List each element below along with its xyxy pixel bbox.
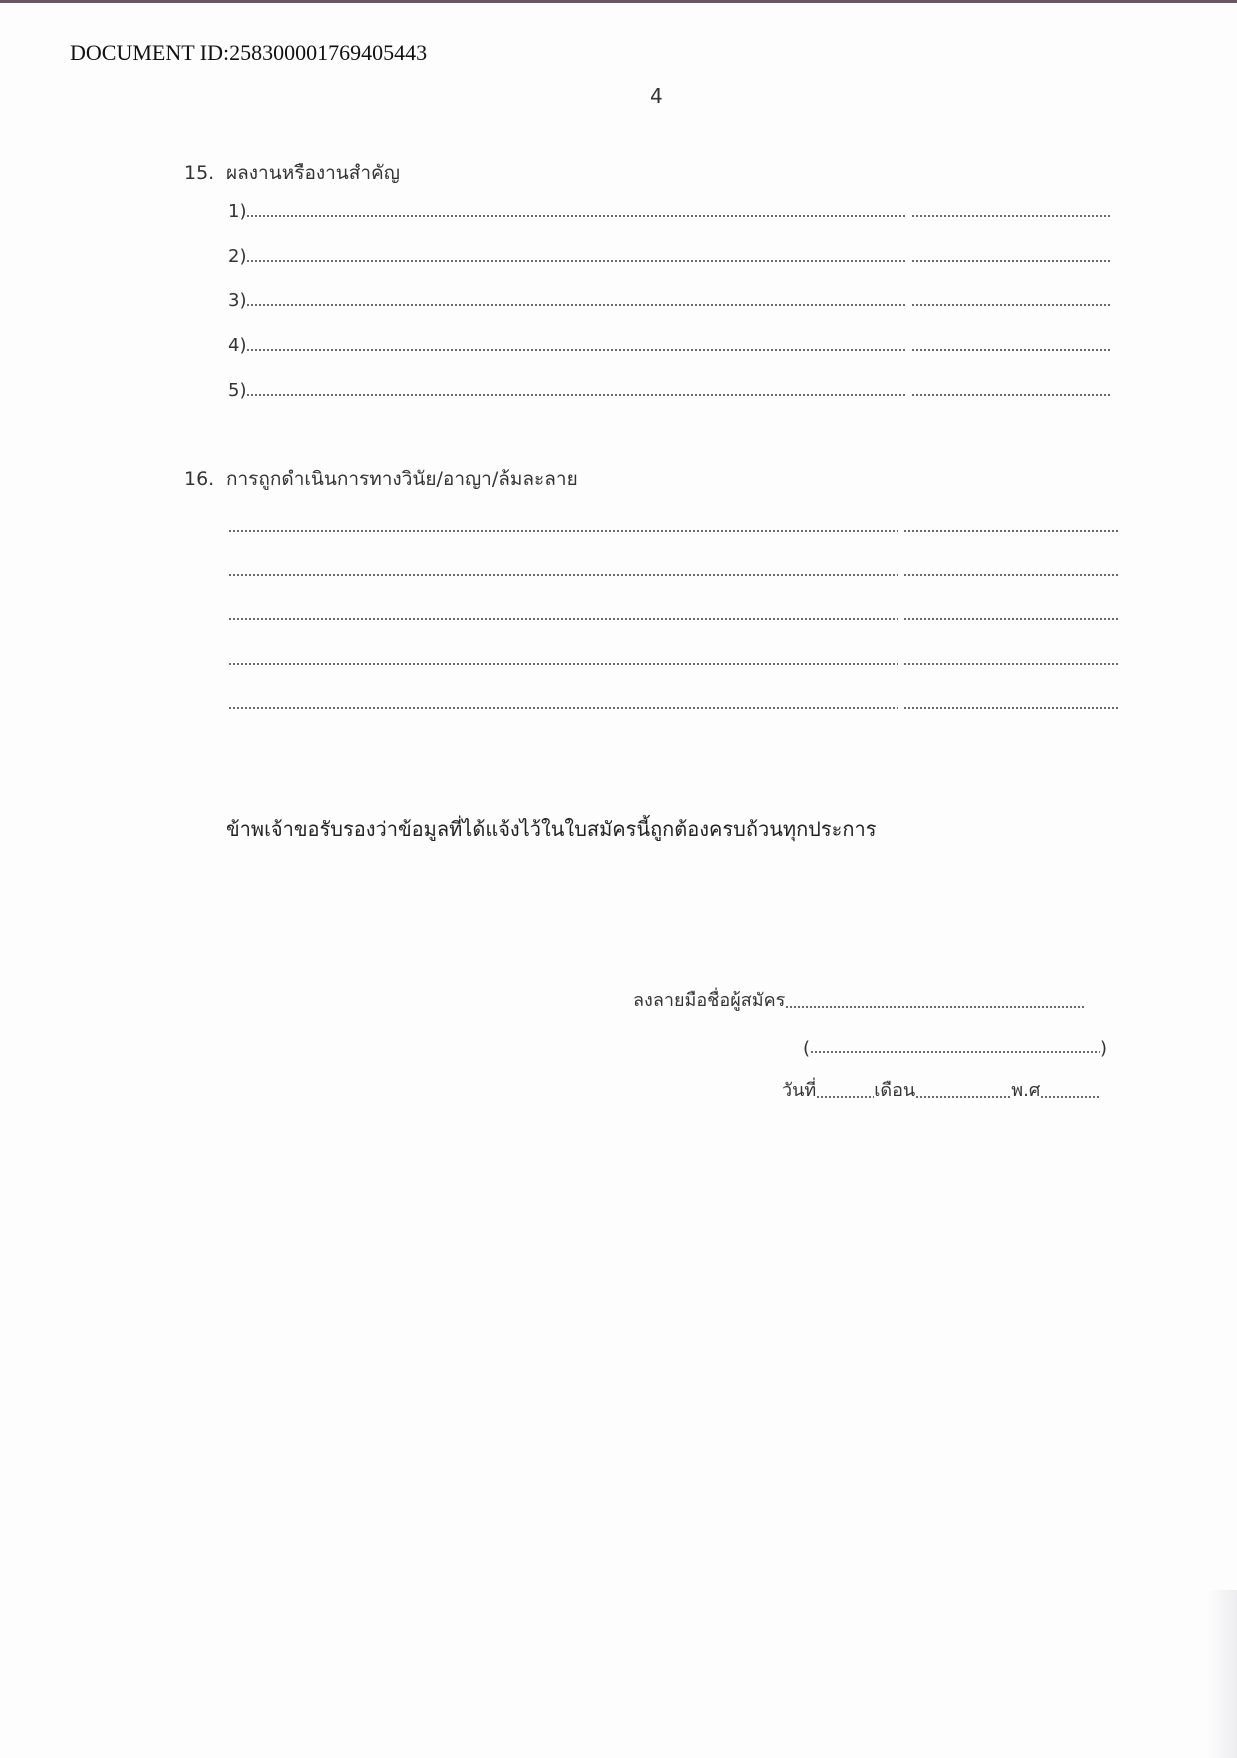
achievement-line-3[interactable] xyxy=(228,287,1111,311)
section-16-heading xyxy=(184,464,578,494)
signature-row xyxy=(633,988,1085,1014)
dotted-fill xyxy=(903,663,1118,665)
dotted-fill xyxy=(246,215,906,217)
achievement-item-label: 1) xyxy=(228,201,247,222)
printed-name-row xyxy=(803,1033,1107,1059)
section-15-title: ผลงานหรืองานสำคัญ xyxy=(226,162,400,184)
disciplinary-line-3[interactable] xyxy=(228,601,1118,625)
year-label: พ.ศ xyxy=(1011,1080,1041,1101)
section-16-title: การถูกดำเนินการทางวินัย/อาญา/ล้มละลาย xyxy=(226,468,578,490)
dotted-fill xyxy=(903,618,1118,620)
document-id: DOCUMENT ID:258300001769405443 xyxy=(70,40,428,65)
section-15-number: 15. xyxy=(184,162,215,184)
dotted-fill xyxy=(911,394,1111,396)
dotted-fill xyxy=(228,618,898,620)
month-field[interactable] xyxy=(915,1096,1011,1098)
dotted-fill xyxy=(246,349,906,351)
dotted-fill xyxy=(911,349,1111,351)
page-number: 4 xyxy=(650,84,663,108)
signature-field[interactable] xyxy=(785,1006,1085,1008)
dotted-fill xyxy=(246,394,906,396)
month-label: เดือน xyxy=(874,1080,916,1101)
page-top-edge xyxy=(0,0,1237,3)
dotted-fill xyxy=(246,260,906,262)
disciplinary-line-4[interactable] xyxy=(228,646,1118,670)
dotted-fill xyxy=(228,530,898,532)
dotted-fill xyxy=(246,304,906,306)
day-label: วันที่ xyxy=(782,1080,817,1101)
achievement-line-4[interactable] xyxy=(228,332,1111,356)
certification-statement: ข้าพเจ้าขอรับรองว่าข้อมูลที่ได้แจ้งไว้ในใบสมัครนี้ถูกต้องครบถ้วนทุกประการ xyxy=(226,817,877,841)
dotted-fill xyxy=(911,260,1111,262)
name-close-paren: ) xyxy=(1100,1038,1108,1059)
day-field[interactable] xyxy=(816,1096,874,1098)
dotted-fill xyxy=(903,707,1118,709)
dotted-fill xyxy=(228,707,898,709)
scan-shadow xyxy=(1207,1590,1237,1758)
name-open-paren: ( xyxy=(803,1038,811,1059)
achievement-item-label: 4) xyxy=(228,335,247,356)
disciplinary-line-5[interactable] xyxy=(228,690,1118,714)
section-15-heading xyxy=(184,158,400,188)
disciplinary-line-2[interactable] xyxy=(228,557,1118,581)
achievement-line-5[interactable] xyxy=(228,377,1111,401)
achievement-line-2[interactable] xyxy=(228,243,1111,267)
dotted-fill xyxy=(903,530,1118,532)
achievement-item-label: 5) xyxy=(228,380,247,401)
achievement-item-label: 3) xyxy=(228,290,247,311)
signature-label: ลงลายมือชื่อผู้สมัคร xyxy=(633,990,786,1011)
year-field[interactable] xyxy=(1040,1096,1100,1098)
dotted-fill xyxy=(911,215,1111,217)
dotted-fill xyxy=(228,663,898,665)
printed-name-field[interactable] xyxy=(810,1051,1100,1053)
achievement-item-label: 2) xyxy=(228,246,247,267)
dotted-fill xyxy=(911,304,1111,306)
dotted-fill xyxy=(228,574,898,576)
section-16-number: 16. xyxy=(184,468,215,490)
date-row xyxy=(782,1078,1100,1104)
dotted-fill xyxy=(903,574,1118,576)
disciplinary-line-1[interactable] xyxy=(228,513,1118,537)
achievement-line-1[interactable] xyxy=(228,198,1111,222)
